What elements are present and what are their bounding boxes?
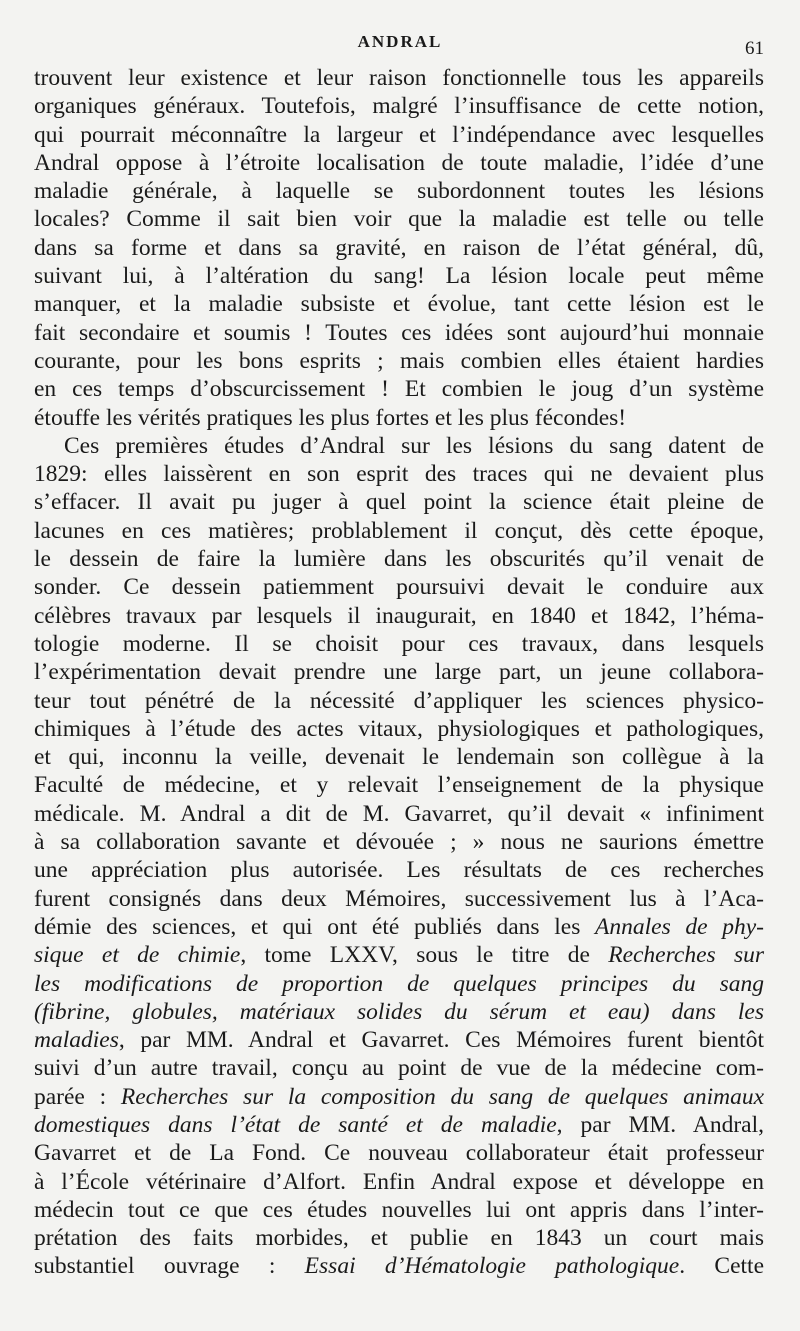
body-text — [34, 64, 764, 1281]
text-line — [34, 1111, 764, 1139]
text-segment: médicale. M. Andral a dit de M. Gavarret, qu’il devait « infiniment — [34, 800, 764, 827]
text-segment: , par MM. Andral et Gavarret. Ces Mémoires furent bientôt — [118, 1027, 764, 1054]
text-segment: manquer, et la maladie subsiste et évolue, tant cette lésion est le — [34, 291, 764, 318]
text-line — [34, 800, 764, 828]
text-segment: substantiel ouvrage : — [34, 1253, 305, 1280]
italic-text-segment: les modifications de proportion de quelques principes du sang — [34, 970, 764, 997]
italic-text-segment: Essai d’Hématologie pathologique — [304, 1253, 680, 1280]
text-line — [34, 771, 764, 799]
text-line — [34, 630, 764, 658]
text-line — [34, 970, 764, 998]
text-segment: maladie générale, à laquelle se subordonnent toutes les lésions — [34, 178, 764, 205]
text-segment: suivi d’un autre travail, conçu au point de vue de la médecine com- — [34, 1055, 764, 1082]
text-line — [34, 545, 764, 573]
text-line — [34, 687, 764, 715]
text-segment: furent consignés dans deux Mémoires, successivement lus à l’Aca- — [34, 885, 764, 912]
text-line — [34, 998, 764, 1026]
text-line — [34, 913, 764, 941]
italic-text-segment: sique et de chimie — [34, 942, 241, 969]
text-segment: Faculté de médecine, et y relevait l’enseignement de la physique — [34, 772, 764, 799]
text-line — [34, 573, 764, 601]
text-segment: courante, pour les bons esprits ; mais combien elles étaient hardies — [34, 347, 764, 374]
text-line — [34, 1026, 764, 1054]
text-segment: s’effacer. Il avait pu juger à quel point la science était pleine de — [34, 489, 764, 516]
text-line — [34, 205, 764, 233]
page-number: 61 — [745, 38, 764, 59]
text-line — [34, 177, 764, 205]
text-segment: , tome LXXV, sous le titre de — [240, 942, 609, 969]
text-line — [34, 828, 764, 856]
text-segment: organiques généraux. Toutefois, malgré l’insuffisance de cette notion, — [34, 93, 764, 120]
italic-text-segment: Recherches sur la composition du sang de quelques animaux — [120, 1083, 764, 1110]
text-line — [34, 347, 764, 375]
text-line — [34, 92, 764, 120]
text-segment: sonder. Ce dessein patiemment poursuivi devait le conduire aux — [34, 574, 764, 601]
italic-text-segment: maladies — [34, 1027, 119, 1054]
text-segment: médecin tout ce que ces études nouvelles lui ont appris dans l’inter- — [34, 1196, 764, 1223]
text-segment: trouvent leur existence et leur raison fonctionnelle tous les appareils — [34, 65, 764, 91]
text-segment: et qui, inconnu la veille, devenait le lendemain son collègue à la — [34, 744, 764, 771]
italic-text-segment: Annales de phy- — [595, 913, 764, 940]
text-line — [34, 715, 764, 743]
text-segment: démie des sciences, et qui ont été publiés dans les — [34, 913, 596, 940]
text-line — [34, 1252, 764, 1280]
text-line — [34, 234, 764, 262]
text-segment: Ces premières études d’Andral sur les lésions du sang datent de — [64, 432, 764, 459]
text-line — [34, 1054, 764, 1082]
text-line — [34, 488, 764, 516]
text-line — [34, 432, 764, 460]
text-line — [34, 1139, 764, 1167]
text-line — [34, 1224, 764, 1252]
text-segment: lacunes en ces matières; problablement il conçut, dès cette époque, — [34, 517, 764, 544]
italic-text-segment: domestiques dans l’état de santé et de maladie — [34, 1111, 557, 1138]
text-line — [34, 1196, 764, 1224]
text-segment: teur tout pénétré de la nécessité d’appliquer les sciences physico- — [34, 687, 764, 714]
text-segment: locales? Comme il sait bien voir que la maladie est telle ou telle — [34, 206, 764, 233]
text-segment: une appréciation plus autorisée. Les résultats de ces recherches — [34, 857, 764, 884]
text-line — [34, 1083, 764, 1111]
text-segment: Andral oppose à l’étroite localisation de toute maladie, l’idée d’une — [34, 149, 764, 176]
text-segment: à l’École vétérinaire d’Alfort. Enfin Andral expose et développe en — [34, 1168, 764, 1195]
running-title: ANDRAL — [357, 32, 443, 51]
text-segment: l’expérimentation devait prendre une large part, un jeune collabora- — [34, 659, 764, 686]
text-segment: 1829: elles laissèrent en son esprit des traces qui ne devaient plus — [34, 461, 764, 488]
text-segment: le dessein de faire la lumière dans les obscurités qu’il venait de — [34, 546, 764, 573]
text-segment: célèbres travaux par lesquels il inaugurait, en 1840 et 1842, l’héma- — [34, 602, 764, 629]
text-segment: . Cette — [679, 1253, 764, 1280]
text-line — [34, 121, 764, 149]
text-segment: , par MM. Andral, — [556, 1111, 764, 1138]
text-line — [34, 404, 764, 432]
text-segment: Gavarret et de La Fond. Ce nouveau collaborateur était professeur — [34, 1140, 764, 1167]
text-segment: fait secondaire et soumis ! Toutes ces idées sont aujourd’hui monnaie — [34, 319, 764, 346]
text-line — [34, 290, 764, 318]
text-line — [34, 658, 764, 686]
text-segment: à sa collaboration savante et dévouée ; » nous ne saurions émettre — [34, 829, 764, 856]
text-segment: étouffe les vérités pratiques les plus fortes et les plus fécondes! — [34, 404, 627, 431]
text-line — [34, 743, 764, 771]
text-line — [34, 941, 764, 969]
text-segment: en ces temps d’obscurcissement ! Et combien le joug d’un système — [34, 376, 764, 403]
text-segment: chimiques à l’étude des actes vitaux, physiologiques et pathologiques, — [34, 715, 764, 742]
italic-text-segment: Recherches sur — [608, 942, 764, 969]
text-segment: prétation des faits morbides, et publie en 1843 un court mais — [34, 1225, 764, 1252]
text-segment: qui pourrait méconnaître la largeur et l’indépendance avec lesquelles — [34, 121, 764, 148]
text-line — [34, 375, 764, 403]
text-line — [34, 1168, 764, 1196]
text-line — [34, 885, 764, 913]
text-line — [34, 517, 764, 545]
text-segment: dans sa forme et dans sa gravité, en raison de l’état général, dû, — [34, 234, 764, 261]
text-line — [34, 319, 764, 347]
text-segment: parée : — [34, 1083, 121, 1110]
italic-text-segment: (fibrine, globules, matériaux solides du sérum et eau) dans les — [34, 998, 764, 1025]
text-segment: suivant lui, à l’altération du sang! La lésion locale peut même — [34, 263, 764, 290]
text-segment: tologie moderne. Il se choisit pour ces travaux, dans lesquels — [34, 630, 764, 657]
text-line — [34, 856, 764, 884]
text-line — [34, 149, 764, 177]
text-line — [34, 64, 764, 92]
text-line — [34, 460, 764, 488]
text-line — [34, 262, 764, 290]
text-line — [34, 602, 764, 630]
